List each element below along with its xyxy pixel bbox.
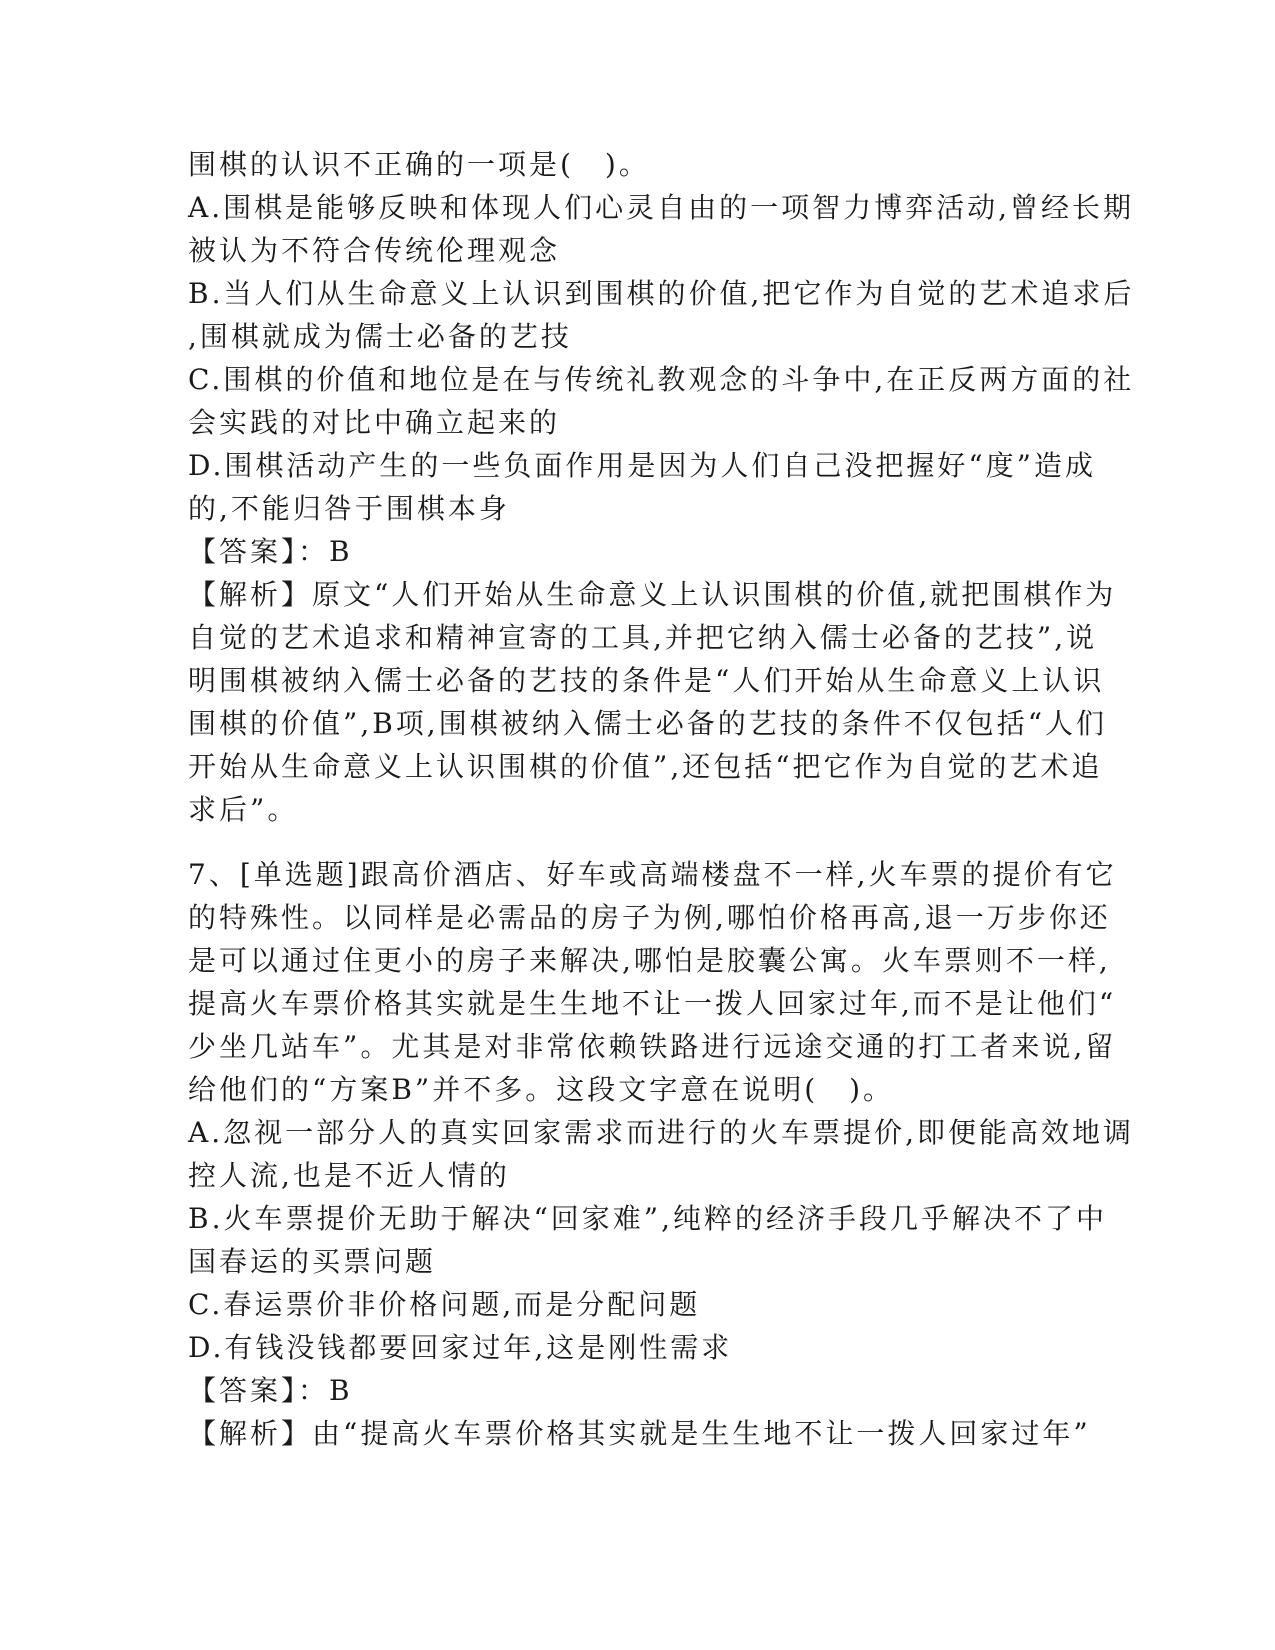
q7-option-b-line-2: 国春运的买票问题 xyxy=(188,1245,437,1278)
document-page xyxy=(188,143,1135,1455)
q6-option-a-line-2: 被认为不符合传统伦理观念 xyxy=(188,234,561,267)
q7-option-c: C.春运票价非价格问题,而是分配问题 xyxy=(188,1288,701,1321)
q6-stem-tail: 围棋的认识不正确的一项是( )。 xyxy=(188,148,650,181)
q6-analysis-line-6: 求后”。 xyxy=(188,793,299,826)
q7-stem-line-2: 的特殊性。以同样是必需品的房子为例,哪怕价格再高,退一万步你还 xyxy=(188,901,1111,934)
q7-option-a-line-2: 控人流,也是不近人情的 xyxy=(188,1159,510,1192)
q7-option-b-line-1: B.火车票提价无助于解决“回家难”,纯粹的经济手段几乎解决不了中 xyxy=(188,1202,1108,1235)
q6-option-c-line-2: 会实践的对比中确立起来的 xyxy=(188,406,561,439)
question-separator xyxy=(188,831,1078,853)
q7-stem-line-1: 7、[单选题]跟高价酒店、好车或高端楼盘不一样,火车票的提价有它 xyxy=(188,858,1117,891)
q6-analysis-line-4: 围棋的价值”,B项,围棋被纳入儒士必备的艺技的条件不仅包括“人们 xyxy=(188,707,1108,740)
q6-analysis-line-2: 自觉的艺术追求和精神宣寄的工具,并把它纳入儒士必备的艺技”,说 xyxy=(188,621,1098,654)
q7-stem-line-6: 给他们的“方案B”并不多。这段文字意在说明( )。 xyxy=(188,1073,895,1106)
q6-option-b-line-1: B.当人们从生命意义上认识到围棋的价值,把它作为自觉的艺术追求后 xyxy=(188,277,1135,310)
q6-answer: 【答案】：B xyxy=(188,535,353,568)
q7-stem-line-4: 提高火车票价格其实就是生生地不让一拨人回家过年,而不是让他们“ xyxy=(188,987,1117,1020)
q6-option-c-line-1: C.围棋的价值和地位是在与传统礼教观念的斗争中,在正反两方面的社 xyxy=(188,363,1135,396)
q6-analysis-line-1: 【解析】原文“人们开始从生命意义上认识围棋的价值,就把围棋作为 xyxy=(188,578,1117,611)
q6-option-d-line-1: D.围棋活动产生的一些负面作用是因为人们自己没把握好“度”造成 xyxy=(188,449,1096,482)
q6-analysis-line-5: 开始从生命意义上认识围棋的价值”,还包括“把它作为自觉的艺术追 xyxy=(188,750,1103,783)
q7-answer: 【答案】：B xyxy=(188,1374,353,1407)
q7-stem-line-3: 是可以通过住更小的房子来解决,哪怕是胶囊公寓。火车票则不一样, xyxy=(188,944,1111,977)
q6-option-a-line-1: A.围棋是能够反映和体现人们心灵自由的一项智力博弈活动,曾经长期 xyxy=(188,191,1135,224)
q7-option-d: D.有钱没钱都要回家过年,这是刚性需求 xyxy=(188,1331,733,1364)
q6-option-d-line-2: 的,不能归咎于围棋本身 xyxy=(188,492,510,525)
q7-analysis-line-1: 【解析】由“提高火车票价格其实就是生生地不让一拨人回家过年” xyxy=(188,1417,1091,1450)
q6-analysis-line-3: 明围棋被纳入儒士必备的艺技的条件是“人们开始从生命意义上认识 xyxy=(188,664,1105,697)
q7-stem-line-5: 少坐几站车”。尤其是对非常依赖铁路进行远途交通的打工者来说,留 xyxy=(188,1030,1117,1063)
q7-option-a-line-1: A.忽视一部分人的真实回家需求而进行的火车票提价,即便能高效地调 xyxy=(188,1116,1135,1149)
q6-option-b-line-2: ,围棋就成为儒士必备的艺技 xyxy=(188,320,572,353)
